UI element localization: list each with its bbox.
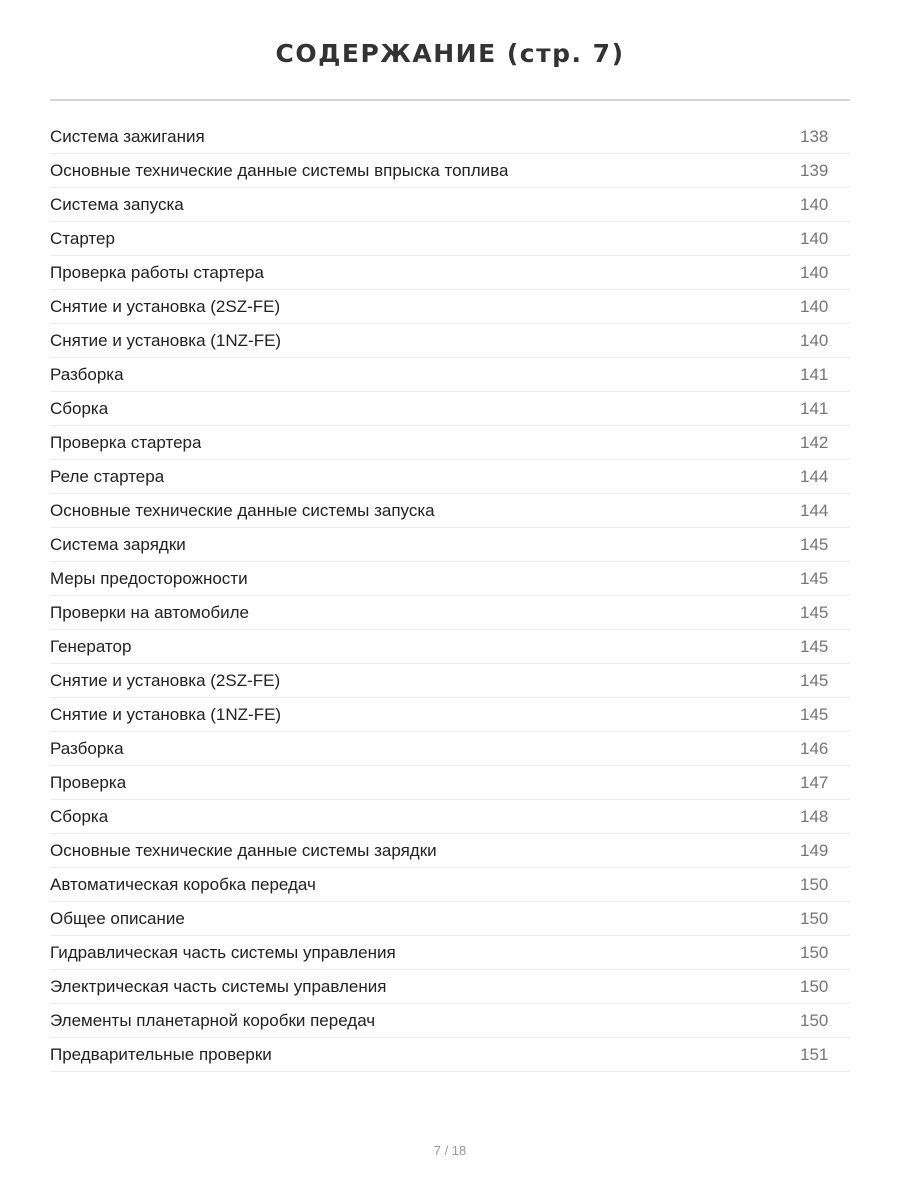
toc-entry-page-number[interactable]: 140 [800,228,829,248]
toc-entry-title[interactable]: Элементы планетарной коробки передач [50,1010,376,1030]
toc-entry-title[interactable]: Автоматическая коробка передач [50,874,316,894]
toc-entry-title[interactable]: Основные технические данные системы зарядки [50,840,437,860]
title-divider [50,99,850,101]
toc-entry-page-number[interactable]: 150 [800,874,829,894]
toc-entry-title[interactable]: Общее описание [50,908,185,928]
toc-entry[interactable] [50,868,850,902]
toc-entry[interactable] [50,528,850,562]
toc-list [50,120,850,1072]
toc-entry[interactable] [50,596,850,630]
toc-entry[interactable] [50,800,850,834]
toc-entry-title[interactable]: Снятие и установка (2SZ-FE) [50,296,281,316]
toc-entry-page-number[interactable]: 151 [800,1044,829,1064]
toc-entry-page-number[interactable]: 146 [800,738,829,758]
toc-entry-title[interactable]: Гидравлическая часть системы управления [50,942,396,962]
toc-entry[interactable] [50,1038,850,1072]
toc-entry-page-number[interactable]: 150 [800,908,829,928]
toc-entry-page-number[interactable]: 144 [800,500,829,520]
toc-entry-page-number[interactable]: 138 [800,126,829,146]
toc-entry-page-number[interactable]: 148 [800,806,829,826]
toc-entry[interactable] [50,1004,850,1038]
toc-entry-title[interactable]: Проверки на автомобиле [50,602,250,622]
toc-entry[interactable] [50,698,850,732]
toc-entry-title[interactable]: Сборка [50,398,109,418]
toc-entry-page-number[interactable]: 150 [800,942,829,962]
toc-entry-page-number[interactable]: 145 [800,704,829,724]
toc-entry[interactable] [50,460,850,494]
toc-entry[interactable] [50,664,850,698]
toc-entry-page-number[interactable]: 145 [800,636,829,656]
toc-entry[interactable] [50,494,850,528]
toc-entry-title[interactable]: Система запуска [50,194,184,214]
toc-entry-page-number[interactable]: 150 [800,976,829,996]
toc-entry-title[interactable]: Снятие и установка (1NZ-FE) [50,330,282,350]
toc-entry-title[interactable]: Снятие и установка (2SZ-FE) [50,670,281,690]
toc-entry-title[interactable]: Разборка [50,364,124,384]
toc-entry-title[interactable]: Система зажигания [50,126,205,146]
toc-entry[interactable] [50,290,850,324]
toc-entry[interactable] [50,358,850,392]
toc-entry[interactable] [50,630,850,664]
toc-entry-title[interactable]: Основные технические данные системы запуска [50,500,435,520]
toc-entry-title[interactable]: Основные технические данные системы впрыска топлива [50,160,509,180]
toc-entry-title[interactable]: Проверка стартера [50,432,202,452]
toc-entry-page-number[interactable]: 145 [800,568,829,588]
toc-entry-title[interactable]: Разборка [50,738,124,758]
toc-entry-title[interactable]: Сборка [50,806,109,826]
toc-entry[interactable] [50,222,850,256]
toc-entry-page-number[interactable]: 140 [800,262,829,282]
toc-entry-page-number[interactable]: 142 [800,432,829,452]
toc-entry-title[interactable]: Проверка [50,772,127,792]
toc-entry[interactable] [50,324,850,358]
toc-entry-page-number[interactable]: 145 [800,602,829,622]
toc-entry[interactable] [50,188,850,222]
page-title: СОДЕРЖАНИЕ (стр. 7) [275,39,625,68]
toc-entry-page-number[interactable]: 139 [800,160,829,180]
toc-entry-page-number[interactable]: 141 [800,398,829,418]
toc-entry[interactable] [50,732,850,766]
toc-entry[interactable] [50,392,850,426]
toc-entry-title[interactable]: Электрическая часть системы управления [50,976,387,996]
toc-entry-title[interactable]: Стартер [50,228,115,248]
toc-entry-title[interactable]: Предварительные проверки [50,1044,272,1064]
toc-entry[interactable] [50,426,850,460]
toc-entry-page-number[interactable]: 149 [800,840,829,860]
toc-entry-title[interactable]: Проверка работы стартера [50,262,264,282]
page-counter: 7 / 18 [433,1143,467,1158]
toc-entry[interactable] [50,766,850,800]
toc-entry-page-number[interactable]: 150 [800,1010,829,1030]
toc-entry-title[interactable]: Система зарядки [50,534,186,554]
toc-entry-title[interactable]: Снятие и установка (1NZ-FE) [50,704,282,724]
toc-entry-title[interactable]: Меры предосторожности [50,568,248,588]
toc-entry[interactable] [50,834,850,868]
toc-entry[interactable] [50,902,850,936]
toc-entry-page-number[interactable]: 140 [800,194,829,214]
toc-entry[interactable] [50,154,850,188]
toc-entry-page-number[interactable]: 144 [800,466,829,486]
toc-entry-page-number[interactable]: 140 [800,330,829,350]
toc-entry-page-number[interactable]: 147 [800,772,829,792]
toc-entry-title[interactable]: Реле стартера [50,466,165,486]
toc-entry-page-number[interactable]: 140 [800,296,829,316]
toc-entry-page-number[interactable]: 141 [800,364,829,384]
toc-entry[interactable] [50,562,850,596]
toc-entry[interactable] [50,970,850,1004]
toc-entry-page-number[interactable]: 145 [800,670,829,690]
toc-entry[interactable] [50,120,850,154]
toc-entry[interactable] [50,256,850,290]
toc-entry-title[interactable]: Генератор [50,636,132,656]
toc-entry-page-number[interactable]: 145 [800,534,829,554]
toc-entry[interactable] [50,936,850,970]
